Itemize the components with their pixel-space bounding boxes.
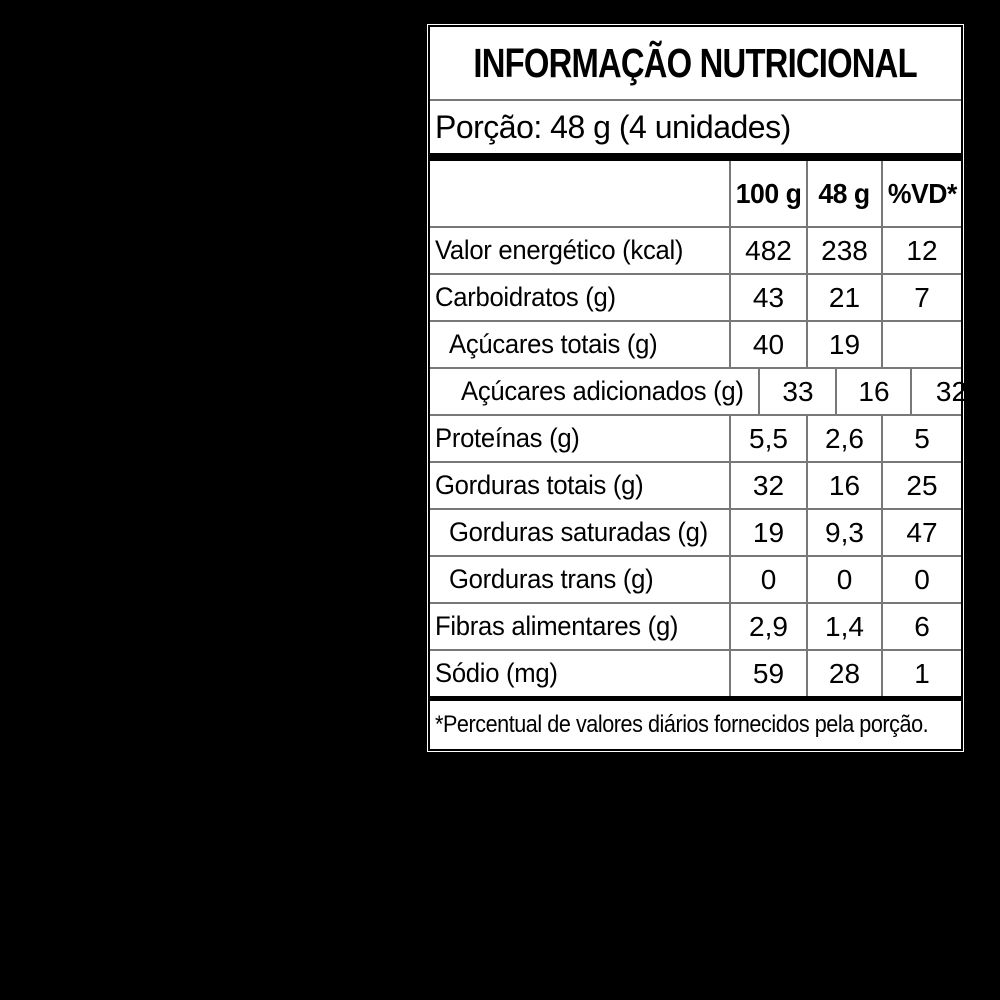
nutrient-name-cell xyxy=(430,369,758,414)
nutrient-name-cell xyxy=(430,557,729,602)
nutrient-value-48g: 2,6 xyxy=(806,416,881,461)
nutrient-value-48g: 21 xyxy=(806,275,881,320)
nutrient-name: Açúcares totais (g) xyxy=(449,329,658,359)
thick-separator-bar-top xyxy=(430,153,961,161)
nutrient-value-vd: 7 xyxy=(881,275,961,320)
nutrient-value-100g: 40 xyxy=(729,322,806,367)
nutrient-value-48g: 16 xyxy=(835,369,910,414)
nutrient-value-48g: 28 xyxy=(806,651,881,696)
nutrient-name-cell xyxy=(430,228,729,273)
table-row xyxy=(430,275,961,322)
nutrient-value-48g: 19 xyxy=(806,322,881,367)
nutrient-name: Proteínas (g) xyxy=(435,423,580,453)
portion-row xyxy=(430,101,961,153)
table-row xyxy=(430,510,961,557)
column-header-vd xyxy=(881,161,961,226)
nutrient-name: Sódio (mg) xyxy=(435,658,558,688)
nutrient-name: Açúcares adicionados (g) xyxy=(461,376,744,406)
column-header-100g xyxy=(729,161,806,226)
label-title: INFORMAÇÃO NUTRICIONAL xyxy=(473,39,918,86)
nutrition-facts-label xyxy=(428,25,968,751)
header-empty-cell xyxy=(430,161,729,226)
nutrient-value-vd: 1 xyxy=(881,651,961,696)
nutrient-value-48g: 0 xyxy=(806,557,881,602)
table-header-row xyxy=(430,161,961,228)
table-row xyxy=(430,651,961,696)
nutrient-value-48g: 9,3 xyxy=(806,510,881,555)
label-title-row xyxy=(430,27,961,99)
portion-text: Porção: 48 g (4 unidades) xyxy=(435,108,791,145)
nutrient-value-100g: 43 xyxy=(729,275,806,320)
nutrient-value-100g: 5,5 xyxy=(729,416,806,461)
nutrient-value-100g: 482 xyxy=(729,228,806,273)
table-row xyxy=(430,557,961,604)
nutrient-value-100g: 19 xyxy=(729,510,806,555)
nutrient-value-vd xyxy=(881,322,961,367)
nutrient-name: Fibras alimentares (g) xyxy=(435,611,679,641)
nutrient-value-vd: 47 xyxy=(881,510,961,555)
nutrient-value-100g: 0 xyxy=(729,557,806,602)
table-row xyxy=(430,228,961,275)
nutrient-value-vd: 25 xyxy=(881,463,961,508)
table-row xyxy=(430,369,968,416)
nutrient-value-vd: 12 xyxy=(881,228,961,273)
nutrient-name-cell xyxy=(430,510,729,555)
column-header-48g xyxy=(806,161,881,226)
column-header-vd-label: %VD* xyxy=(887,177,957,209)
nutrient-name: Gorduras trans (g) xyxy=(449,564,654,594)
table-row xyxy=(430,463,961,510)
footnote-row xyxy=(430,701,961,749)
nutrient-name-cell xyxy=(430,463,729,508)
column-header-100g-label: 100 g xyxy=(735,177,802,209)
nutrient-value-48g: 238 xyxy=(806,228,881,273)
nutrient-name-cell xyxy=(430,322,729,367)
table-row xyxy=(430,416,961,463)
column-header-48g-label: 48 g xyxy=(818,177,871,209)
nutrient-value-vd: 32 xyxy=(910,369,990,414)
nutrient-name-cell xyxy=(430,275,729,320)
nutrient-value-vd: 6 xyxy=(881,604,961,649)
table-row xyxy=(430,604,961,651)
nutrient-name-cell xyxy=(430,416,729,461)
table-row xyxy=(430,322,961,369)
footnote-text: *Percentual de valores diários fornecidos pela porção. xyxy=(435,711,929,738)
nutrient-name: Gorduras totais (g) xyxy=(435,470,644,500)
nutrient-name: Carboidratos (g) xyxy=(435,282,616,312)
nutrient-name: Valor energético (kcal) xyxy=(435,235,684,265)
nutrient-value-100g: 2,9 xyxy=(729,604,806,649)
nutrient-value-vd: 5 xyxy=(881,416,961,461)
nutrient-name: Gorduras saturadas (g) xyxy=(449,517,708,547)
nutrient-value-vd: 0 xyxy=(881,557,961,602)
nutrient-value-100g: 33 xyxy=(758,369,835,414)
nutrient-table-body xyxy=(430,228,968,696)
nutrient-value-100g: 59 xyxy=(729,651,806,696)
nutrient-value-48g: 16 xyxy=(806,463,881,508)
nutrient-name-cell xyxy=(430,604,729,649)
nutrient-name-cell xyxy=(430,651,729,696)
nutrient-value-100g: 32 xyxy=(729,463,806,508)
nutrient-value-48g: 1,4 xyxy=(806,604,881,649)
